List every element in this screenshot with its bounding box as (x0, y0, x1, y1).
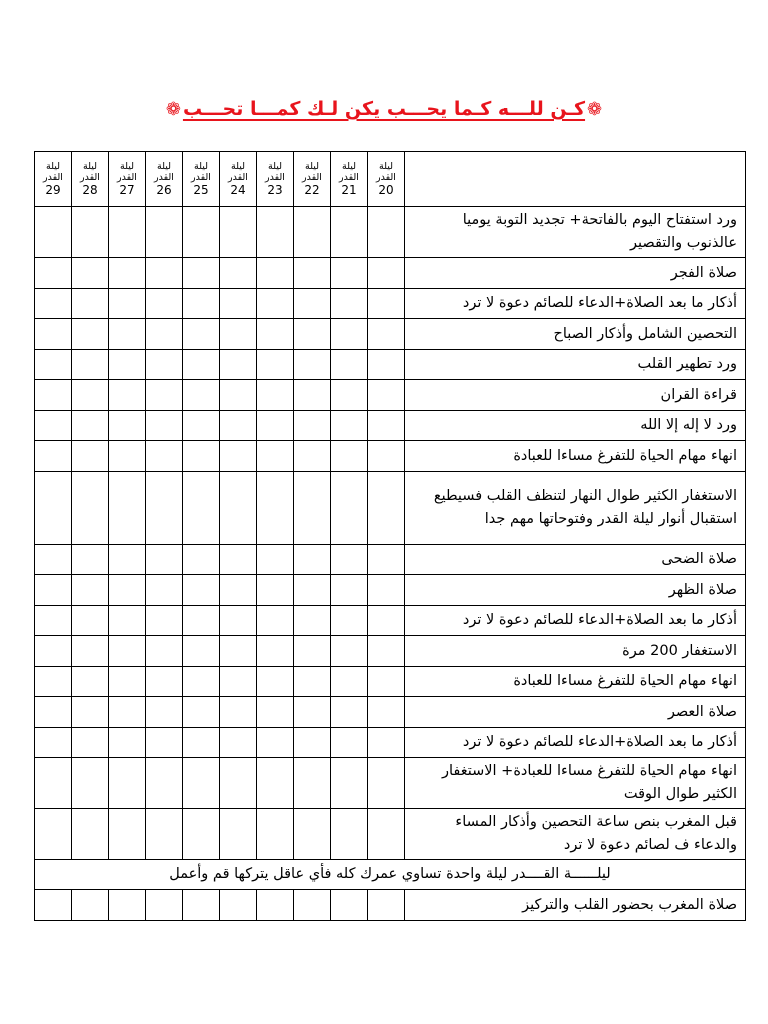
task-row (35, 667, 746, 697)
check-cell-night-26[interactable] (146, 319, 183, 350)
check-cell-night-24[interactable] (220, 289, 257, 319)
check-cell-night-25[interactable] (183, 472, 220, 545)
task-row (35, 289, 746, 319)
check-cell-night-25[interactable] (183, 258, 220, 289)
check-cell-night-28[interactable] (72, 207, 109, 258)
check-cell-night-23[interactable] (257, 258, 294, 289)
check-cell-night-22[interactable] (294, 575, 331, 606)
night-header-20 (368, 152, 405, 207)
check-cell-night-20[interactable] (368, 758, 405, 809)
check-cell-night-20[interactable] (368, 809, 405, 860)
check-cell-night-28[interactable] (72, 258, 109, 289)
night-header-23 (257, 152, 294, 207)
check-cell-night-21[interactable] (331, 697, 368, 728)
task-label: قراءة القران (405, 380, 746, 411)
check-cell-night-25[interactable] (183, 636, 220, 667)
check-cell-night-24[interactable] (220, 667, 257, 697)
check-cell-night-21[interactable] (331, 207, 368, 258)
check-cell-night-26[interactable] (146, 809, 183, 860)
night-header-25 (183, 152, 220, 207)
check-cell-night-21[interactable] (331, 809, 368, 860)
check-cell-night-23[interactable] (257, 667, 294, 697)
check-cell-night-20[interactable] (368, 289, 405, 319)
check-cell-night-29[interactable] (35, 667, 72, 697)
task-row (35, 472, 746, 545)
night-label-qadr: القدر (339, 172, 359, 183)
check-cell-night-24[interactable] (220, 890, 257, 921)
check-cell-night-28[interactable] (72, 606, 109, 636)
check-cell-night-27[interactable] (109, 289, 146, 319)
night-number: 26 (156, 183, 172, 197)
header-row (35, 152, 746, 207)
check-cell-night-25[interactable] (183, 809, 220, 860)
check-cell-night-26[interactable] (146, 606, 183, 636)
check-cell-night-26[interactable] (146, 697, 183, 728)
task-label: قبل المغرب بنص ساعة التحصين وأذكار المساء والدعاء ف لصائم دعوة لا ترد (405, 809, 746, 860)
check-cell-night-26[interactable] (146, 890, 183, 921)
check-cell-night-23[interactable] (257, 697, 294, 728)
night-label: ليلة (83, 161, 97, 172)
check-cell-night-24[interactable] (220, 350, 257, 380)
check-cell-night-22[interactable] (294, 728, 331, 758)
check-cell-night-26[interactable] (146, 289, 183, 319)
check-cell-night-21[interactable] (331, 636, 368, 667)
night-number: 21 (341, 183, 357, 197)
check-cell-night-29[interactable] (35, 758, 72, 809)
check-cell-night-29[interactable] (35, 319, 72, 350)
night-label: ليلة (194, 161, 208, 172)
check-cell-night-24[interactable] (220, 380, 257, 411)
check-cell-night-23[interactable] (257, 545, 294, 575)
check-cell-night-26[interactable] (146, 350, 183, 380)
check-cell-night-29[interactable] (35, 350, 72, 380)
night-label-qadr: القدر (228, 172, 248, 183)
check-cell-night-27[interactable] (109, 667, 146, 697)
check-cell-night-22[interactable] (294, 258, 331, 289)
check-cell-night-25[interactable] (183, 289, 220, 319)
check-cell-night-23[interactable] (257, 441, 294, 472)
task-label: أذكار ما بعد الصلاة+الدعاء للصائم دعوة لا ترد (405, 606, 746, 636)
check-cell-night-22[interactable] (294, 319, 331, 350)
night-number: 22 (304, 183, 320, 197)
check-cell-night-27[interactable] (109, 319, 146, 350)
check-cell-night-20[interactable] (368, 728, 405, 758)
check-cell-night-20[interactable] (368, 667, 405, 697)
flower-icon: ❁ (165, 99, 181, 120)
check-cell-night-24[interactable] (220, 758, 257, 809)
check-cell-night-24[interactable] (220, 575, 257, 606)
check-cell-night-27[interactable] (109, 728, 146, 758)
check-cell-night-20[interactable] (368, 697, 405, 728)
check-cell-night-20[interactable] (368, 606, 405, 636)
check-cell-night-26[interactable] (146, 758, 183, 809)
night-header-21 (331, 152, 368, 207)
task-row (35, 411, 746, 441)
task-label: صلاة الضحى (405, 545, 746, 575)
check-cell-night-20[interactable] (368, 319, 405, 350)
check-cell-night-21[interactable] (331, 441, 368, 472)
check-cell-night-28[interactable] (72, 575, 109, 606)
check-cell-night-22[interactable] (294, 289, 331, 319)
check-cell-night-25[interactable] (183, 890, 220, 921)
check-cell-night-23[interactable] (257, 809, 294, 860)
task-row (35, 890, 746, 921)
check-cell-night-23[interactable] (257, 575, 294, 606)
check-cell-night-23[interactable] (257, 728, 294, 758)
check-cell-night-20[interactable] (368, 472, 405, 545)
check-cell-night-21[interactable] (331, 411, 368, 441)
check-cell-night-27[interactable] (109, 636, 146, 667)
night-number: 29 (45, 183, 61, 197)
night-label: ليلة (46, 161, 60, 172)
check-cell-night-23[interactable] (257, 472, 294, 545)
check-cell-night-26[interactable] (146, 411, 183, 441)
task-label: صلاة الفجر (405, 258, 746, 289)
check-cell-night-24[interactable] (220, 606, 257, 636)
check-cell-night-29[interactable] (35, 697, 72, 728)
check-cell-night-25[interactable] (183, 350, 220, 380)
check-cell-night-28[interactable] (72, 350, 109, 380)
check-cell-night-25[interactable] (183, 606, 220, 636)
check-cell-night-22[interactable] (294, 380, 331, 411)
check-cell-night-27[interactable] (109, 575, 146, 606)
check-cell-night-21[interactable] (331, 380, 368, 411)
check-cell-night-25[interactable] (183, 411, 220, 441)
task-row (35, 258, 746, 289)
check-cell-night-21[interactable] (331, 472, 368, 545)
check-cell-night-24[interactable] (220, 545, 257, 575)
check-cell-night-21[interactable] (331, 758, 368, 809)
night-label-qadr: القدر (80, 172, 100, 183)
check-cell-night-24[interactable] (220, 207, 257, 258)
night-label-qadr: القدر (376, 172, 396, 183)
night-header-28 (72, 152, 109, 207)
night-label: ليلة (379, 161, 393, 172)
check-cell-night-27[interactable] (109, 697, 146, 728)
check-cell-night-28[interactable] (72, 472, 109, 545)
task-label: ورد تطهير القلب (405, 350, 746, 380)
check-cell-night-23[interactable] (257, 207, 294, 258)
task-label: الاستغفار الكثير طوال النهار لتنظف القلب فسيطيع استقبال أنوار ليلة القدر وفتوحاتها مهم جدا (405, 472, 746, 545)
task-label: ورد استفتاح اليوم بالفاتحة+ تجديد التوبة يوميا عالذنوب والتقصير (405, 207, 746, 258)
check-cell-night-28[interactable] (72, 667, 109, 697)
check-cell-night-23[interactable] (257, 319, 294, 350)
check-cell-night-26[interactable] (146, 380, 183, 411)
check-cell-night-23[interactable] (257, 606, 294, 636)
check-cell-night-21[interactable] (331, 667, 368, 697)
check-cell-night-22[interactable] (294, 697, 331, 728)
check-cell-night-24[interactable] (220, 441, 257, 472)
task-label: انهاء مهام الحياة للتفرغ مساءا للعبادة+ الاستغفار الكثير طوال الوقت (405, 758, 746, 809)
check-cell-night-29[interactable] (35, 890, 72, 921)
check-cell-night-24[interactable] (220, 697, 257, 728)
night-number: 27 (119, 183, 135, 197)
check-cell-night-22[interactable] (294, 545, 331, 575)
check-cell-night-23[interactable] (257, 350, 294, 380)
night-label-qadr: القدر (302, 172, 322, 183)
check-cell-night-21[interactable] (331, 258, 368, 289)
task-row (35, 728, 746, 758)
check-cell-night-26[interactable] (146, 667, 183, 697)
check-cell-night-28[interactable] (72, 289, 109, 319)
check-cell-night-20[interactable] (368, 890, 405, 921)
check-cell-night-27[interactable] (109, 545, 146, 575)
check-cell-night-26[interactable] (146, 472, 183, 545)
night-label-qadr: القدر (191, 172, 211, 183)
banner-row (35, 860, 746, 890)
check-cell-night-26[interactable] (146, 207, 183, 258)
task-label: صلاة الظهر (405, 575, 746, 606)
check-cell-night-25[interactable] (183, 319, 220, 350)
check-cell-night-23[interactable] (257, 890, 294, 921)
night-number: 20 (378, 183, 394, 197)
night-label-qadr: القدر (43, 172, 63, 183)
title-text: كـن للـــه كـما يحـــب يكن لـك كمـــا تحـــب (182, 98, 586, 120)
check-cell-night-28[interactable] (72, 319, 109, 350)
check-cell-night-29[interactable] (35, 441, 72, 472)
check-cell-night-21[interactable] (331, 606, 368, 636)
check-cell-night-27[interactable] (109, 890, 146, 921)
night-label: ليلة (231, 161, 245, 172)
page-title (0, 98, 768, 120)
check-cell-night-20[interactable] (368, 575, 405, 606)
check-cell-night-22[interactable] (294, 411, 331, 441)
night-header-26 (146, 152, 183, 207)
night-number: 25 (193, 183, 209, 197)
check-cell-night-29[interactable] (35, 575, 72, 606)
check-cell-night-25[interactable] (183, 697, 220, 728)
banner-text: ليلــــــة القــــدر ليلة واحدة تساوي عمرك كله فأي عاقل يتركها قم وأعمل (35, 860, 746, 890)
check-cell-night-22[interactable] (294, 758, 331, 809)
night-label-qadr: القدر (265, 172, 285, 183)
task-row (35, 636, 746, 667)
flower-icon: ❁ (587, 99, 603, 120)
task-label: صلاة المغرب بحضور القلب والتركيز (405, 890, 746, 921)
check-cell-night-26[interactable] (146, 728, 183, 758)
task-row (35, 809, 746, 860)
check-cell-night-21[interactable] (331, 289, 368, 319)
night-label: ليلة (268, 161, 282, 172)
check-cell-night-22[interactable] (294, 606, 331, 636)
check-cell-night-27[interactable] (109, 380, 146, 411)
night-number: 28 (82, 183, 98, 197)
check-cell-night-21[interactable] (331, 890, 368, 921)
task-row (35, 380, 746, 411)
check-cell-night-26[interactable] (146, 575, 183, 606)
check-cell-night-25[interactable] (183, 575, 220, 606)
header-task-cell (405, 152, 746, 207)
check-cell-night-28[interactable] (72, 728, 109, 758)
night-header-24 (220, 152, 257, 207)
task-label: أذكار ما بعد الصلاة+الدعاء للصائم دعوة لا ترد (405, 728, 746, 758)
night-label: ليلة (120, 161, 134, 172)
check-cell-night-25[interactable] (183, 758, 220, 809)
task-label: الاستغفار 200 مرة (405, 636, 746, 667)
night-label: ليلة (305, 161, 319, 172)
task-row (35, 350, 746, 380)
check-cell-night-24[interactable] (220, 728, 257, 758)
night-number: 23 (267, 183, 283, 197)
check-cell-night-24[interactable] (220, 319, 257, 350)
check-cell-night-24[interactable] (220, 258, 257, 289)
task-label: التحصين الشامل وأذكار الصباح (405, 319, 746, 350)
check-cell-night-27[interactable] (109, 207, 146, 258)
check-cell-night-20[interactable] (368, 350, 405, 380)
check-cell-night-22[interactable] (294, 472, 331, 545)
check-cell-night-22[interactable] (294, 441, 331, 472)
check-cell-night-29[interactable] (35, 636, 72, 667)
check-cell-night-20[interactable] (368, 207, 405, 258)
check-cell-night-29[interactable] (35, 289, 72, 319)
task-label: أذكار ما بعد الصلاة+الدعاء للصائم دعوة لا ترد (405, 289, 746, 319)
check-cell-night-25[interactable] (183, 728, 220, 758)
check-cell-night-28[interactable] (72, 380, 109, 411)
check-cell-night-20[interactable] (368, 441, 405, 472)
check-cell-night-23[interactable] (257, 636, 294, 667)
check-cell-night-29[interactable] (35, 728, 72, 758)
check-cell-night-20[interactable] (368, 258, 405, 289)
check-cell-night-21[interactable] (331, 319, 368, 350)
check-cell-night-23[interactable] (257, 758, 294, 809)
check-cell-night-29[interactable] (35, 606, 72, 636)
night-header-29 (35, 152, 72, 207)
check-cell-night-28[interactable] (72, 545, 109, 575)
check-cell-night-29[interactable] (35, 258, 72, 289)
check-cell-night-26[interactable] (146, 441, 183, 472)
check-cell-night-22[interactable] (294, 809, 331, 860)
check-cell-night-20[interactable] (368, 411, 405, 441)
check-cell-night-22[interactable] (294, 207, 331, 258)
check-cell-night-29[interactable] (35, 380, 72, 411)
check-cell-night-22[interactable] (294, 890, 331, 921)
check-cell-night-26[interactable] (146, 258, 183, 289)
check-cell-night-27[interactable] (109, 441, 146, 472)
check-cell-night-21[interactable] (331, 575, 368, 606)
check-cell-night-27[interactable] (109, 809, 146, 860)
night-label-qadr: القدر (117, 172, 137, 183)
check-cell-night-28[interactable] (72, 441, 109, 472)
task-label: انهاء مهام الحياة للتفرغ مساءا للعبادة (405, 667, 746, 697)
check-cell-night-23[interactable] (257, 380, 294, 411)
check-cell-night-21[interactable] (331, 350, 368, 380)
task-row (35, 606, 746, 636)
check-cell-night-29[interactable] (35, 545, 72, 575)
check-cell-night-28[interactable] (72, 809, 109, 860)
check-cell-night-27[interactable] (109, 472, 146, 545)
task-row (35, 758, 746, 809)
night-label-qadr: القدر (154, 172, 174, 183)
task-row (35, 697, 746, 728)
task-label: صلاة العصر (405, 697, 746, 728)
task-row (35, 545, 746, 575)
check-cell-night-28[interactable] (72, 890, 109, 921)
check-cell-night-23[interactable] (257, 411, 294, 441)
check-cell-night-21[interactable] (331, 545, 368, 575)
check-cell-night-20[interactable] (368, 380, 405, 411)
check-cell-night-22[interactable] (294, 636, 331, 667)
night-header-27 (109, 152, 146, 207)
check-cell-night-29[interactable] (35, 472, 72, 545)
night-number: 24 (230, 183, 246, 197)
check-cell-night-20[interactable] (368, 545, 405, 575)
check-cell-night-29[interactable] (35, 207, 72, 258)
check-cell-night-28[interactable] (72, 411, 109, 441)
check-cell-night-27[interactable] (109, 350, 146, 380)
check-cell-night-25[interactable] (183, 667, 220, 697)
task-row (35, 207, 746, 258)
check-cell-night-26[interactable] (146, 636, 183, 667)
task-row (35, 575, 746, 606)
task-label: انهاء مهام الحياة للتفرغ مساءا للعبادة (405, 441, 746, 472)
check-cell-night-21[interactable] (331, 728, 368, 758)
check-cell-night-27[interactable] (109, 258, 146, 289)
check-cell-night-25[interactable] (183, 441, 220, 472)
task-row (35, 441, 746, 472)
check-cell-night-24[interactable] (220, 411, 257, 441)
check-cell-night-25[interactable] (183, 380, 220, 411)
check-cell-night-20[interactable] (368, 636, 405, 667)
tracker-table (34, 151, 746, 921)
check-cell-night-29[interactable] (35, 809, 72, 860)
check-cell-night-25[interactable] (183, 545, 220, 575)
check-cell-night-24[interactable] (220, 809, 257, 860)
night-label: ليلة (342, 161, 356, 172)
check-cell-night-27[interactable] (109, 606, 146, 636)
check-cell-night-28[interactable] (72, 636, 109, 667)
night-label: ليلة (157, 161, 171, 172)
check-cell-night-27[interactable] (109, 411, 146, 441)
check-cell-night-29[interactable] (35, 411, 72, 441)
task-label: ورد لا إله إلا الله (405, 411, 746, 441)
task-row (35, 319, 746, 350)
check-cell-night-25[interactable] (183, 207, 220, 258)
check-cell-night-22[interactable] (294, 667, 331, 697)
check-cell-night-26[interactable] (146, 545, 183, 575)
check-cell-night-28[interactable] (72, 758, 109, 809)
check-cell-night-28[interactable] (72, 697, 109, 728)
check-cell-night-27[interactable] (109, 758, 146, 809)
check-cell-night-24[interactable] (220, 636, 257, 667)
check-cell-night-22[interactable] (294, 350, 331, 380)
check-cell-night-23[interactable] (257, 289, 294, 319)
night-header-22 (294, 152, 331, 207)
check-cell-night-24[interactable] (220, 472, 257, 545)
